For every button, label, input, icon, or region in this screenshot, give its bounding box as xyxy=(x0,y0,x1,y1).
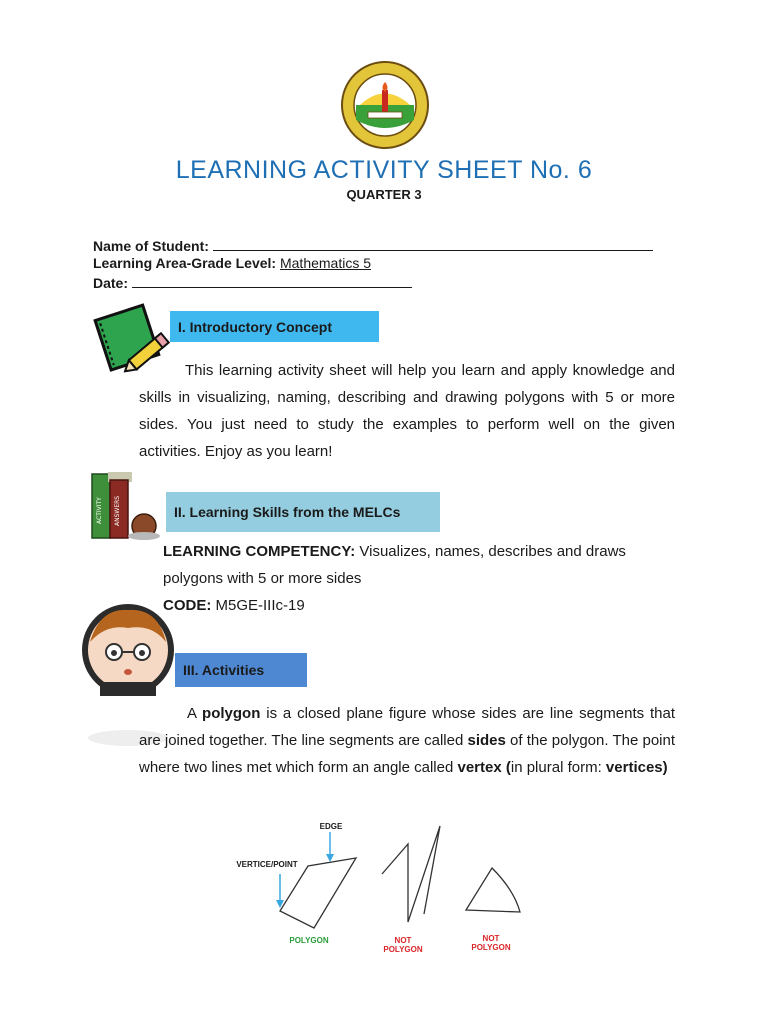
student-name-label: Name of Student: xyxy=(93,238,209,254)
competency-label: LEARNING COMPETENCY: xyxy=(163,543,356,560)
student-name-line xyxy=(93,236,653,254)
def-b4: vertices) xyxy=(605,759,668,776)
competency-text: Visualizes, names, describes and draws polygons with 5 or more sides xyxy=(163,543,626,587)
polygon-definition xyxy=(139,700,675,781)
def-t3: of the polygon. The point where two lines met which form an angle called xyxy=(139,732,676,776)
intro-paragraph xyxy=(139,357,675,465)
date-line xyxy=(93,273,412,291)
section-learning-skills-heading: II. Learning Skills from the MELCs xyxy=(166,492,440,532)
intro-text: This learning activity sheet will help you learn and apply knowledge and skills in visualizing, naming, describing and drawing polygons with 5 or more sides. You just need to study the examples to perform well on the given activities. Enjoy as you learn! xyxy=(139,362,675,460)
learning-competency xyxy=(163,538,663,619)
student-name-field[interactable] xyxy=(213,236,653,251)
book-spine-answers: ANSWERS xyxy=(114,495,121,526)
section-activities-heading: III. Activities xyxy=(175,653,307,687)
edge-label: EDGE xyxy=(319,822,343,831)
polygon-diagram xyxy=(228,816,548,966)
vertex-label: VERTICE/POINT xyxy=(236,860,298,869)
division-seal xyxy=(340,60,430,150)
books-icon xyxy=(88,466,168,546)
learning-area-line xyxy=(93,255,371,271)
not-polygon-2-a: NOT xyxy=(482,934,500,943)
date-label: Date: xyxy=(93,275,129,291)
sheet-title: LEARNING ACTIVITY SHEET No. 6 xyxy=(175,156,593,184)
code-value: M5GE-IIIc-19 xyxy=(211,597,305,614)
learning-area-label: Learning Area-Grade Level: xyxy=(93,255,277,271)
learning-area-value: Mathematics 5 xyxy=(279,255,372,271)
not-polygon-label-1 xyxy=(378,936,428,954)
book-spine-activity: ACTIVITY xyxy=(96,497,103,524)
def-t1: A xyxy=(187,705,203,722)
polygon-label: POLYGON xyxy=(289,936,329,945)
not-polygon-2-b: POLYGON xyxy=(471,943,511,952)
not-polygon-zigzag xyxy=(382,826,440,922)
not-polygon-sector xyxy=(466,868,520,912)
def-b2: sides xyxy=(467,732,506,749)
not-polygon-1-b: POLYGON xyxy=(383,945,423,954)
quarter-label: QUARTER 3 xyxy=(346,187,422,202)
def-b3: vertex ( xyxy=(457,759,511,776)
def-t2: is a closed plane figure whose sides are line segments that are joined together. The line segments are called xyxy=(139,705,675,749)
section-introductory-heading: I. Introductory Concept xyxy=(170,311,379,342)
date-field[interactable] xyxy=(132,273,412,288)
not-polygon-label-2 xyxy=(466,934,516,952)
code-label: CODE: xyxy=(163,597,212,614)
def-t4: in plural form: xyxy=(510,759,606,776)
def-b1: polygon xyxy=(202,705,261,722)
not-polygon-1-a: NOT xyxy=(394,936,412,945)
